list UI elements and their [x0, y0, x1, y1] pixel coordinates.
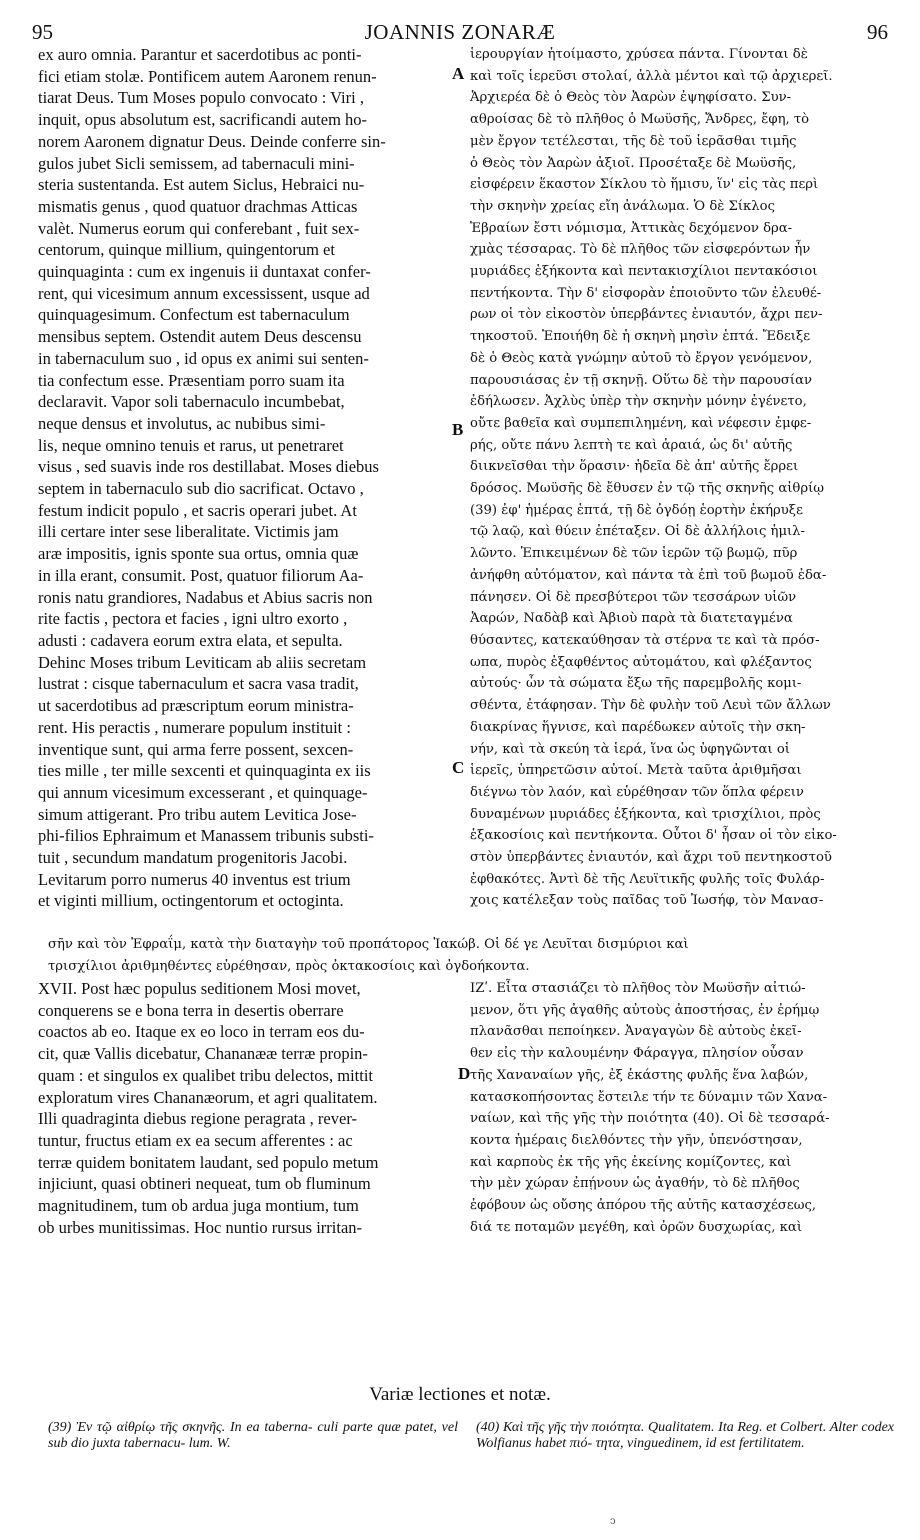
latin-column-bottom [38, 978, 448, 1358]
note-39: (39) Ἐν τῷ αἰθρίῳ τῆς σκηνῆς. In ea taberna- culi parte quæ patet, vel sub dio juxta tabernacu- lum. W. [48, 1420, 458, 1451]
latin-line: tiarat Deus. Tum Moses populo convocato : Viri , [38, 88, 364, 108]
greek-line: μυριάδες ἑξήκοντα καὶ πεντακισχίλιοι πεντακόσιοι [470, 264, 818, 280]
greek-line: σθέντα, ἐτάφησαν. Τὴν δὲ φυλὴν τοῦ Λευὶ τῶν ἄλλων [470, 698, 831, 714]
latin-line: ties mille , ter mille sexcenti et quinquaginta ex iis [38, 761, 371, 781]
greek-line: τρισχίλιοι ἀριθμηθέντες εὑρέθησαν, πρὸς ὀκτακοσίοις καὶ ὀγδοήκοντα. [48, 958, 530, 974]
greek-column-bottom [470, 978, 890, 1358]
latin-line: quinquagesimum. Confectum est tabernaculum [38, 305, 350, 325]
latin-line: quinquaginta : cum ex ingenuis ii duntaxat confer- [38, 262, 371, 282]
latin-line: coactos ab eo. Itaque ex eo loco in terram eos du- [38, 1022, 365, 1042]
note-40: (40) Καὶ τῆς γῆς τὴν ποιότητα. Qualitatem. Ita Reg. et Colbert. Alter codex Wolfianus habet πιό- τητα, vinguedinem, id est fertilitatem. [476, 1420, 894, 1451]
greek-line: ἱερουργίαν ἡτοίμαστο, χρύσεα πάντα. Γίνονται δὲ [470, 47, 808, 62]
greek-line: διικνεῖσθαι τὴν ὅρασιν· ἡδεῖα δὲ ἀπ' αὐτῆς ἔρρει [470, 459, 799, 475]
latin-line: XVII. Post hæc populus seditionem Mosi movet, [38, 979, 361, 998]
greek-line: τηκοστοῦ. Ἐποιήθη δὲ ἡ σκηνὴ μησὶν ἑπτά. Ἔδειξε [470, 329, 811, 345]
latin-line: gulos jubet Sicli semissem, ad tabernaculi mini- [38, 153, 355, 173]
greek-line: μὲν ἔργον τετέλεσται, τῆς δὲ τοῦ ἱερᾶσθαι τιμῆς [470, 133, 797, 149]
greek-line: Ἑβραίων ἔστι νόμισμα, Ἀττικὰς δεχόμενον δρα- [470, 220, 793, 236]
greek-line: θεν εἰς τὴν καλουμένην Φάραγγα, πλησίον οὖσαν [470, 1046, 804, 1062]
greek-line: ὁ Θεὸς τὸν Ἀαρὼν ἀξιοῖ. Προσέταξε δὲ Μωϋσῆς, [470, 155, 797, 171]
greek-line: ἑξακοσίοις καὶ πεντήκοντα. Οὗτοι δ' ἦσαν οἱ τὸν εἰκο- [470, 828, 837, 844]
latin-line: ob urbes munitissimas. Hoc nuntio rursus irritan- [38, 1217, 363, 1237]
greek-line: ἐφθακότες. Ἀντὶ δὲ τῆς Λευϊτικῆς φυλῆς τοῖς Φυλάρ- [470, 871, 825, 887]
latin-line: aræ impositis, ignis sponte sua ortus, omnia quæ [38, 544, 359, 564]
greek-line: θύσαντες, κατεκαύθησαν τὰ στέρνα τε καὶ τὰ πρόσ- [470, 632, 820, 648]
latin-line: Dehinc Moses tribum Leviticam ab aliis secretam [38, 652, 367, 672]
latin-line: centorum, quinque millium, quingentorum et [38, 240, 335, 260]
latin-line: mensibus septem. Ostendit autem Deus descensu [38, 327, 362, 347]
latin-line: in tabernaculum suo , id opus ex animi sui senten- [38, 348, 369, 368]
latin-line: septem in tabernaculo sub dio sacrificat. Octavo , [38, 479, 364, 499]
greek-line: πάνησεν. Οἱ δὲ πρεσβύτεροι τῶν τεσσάρων υἱῶν [470, 589, 797, 605]
latin-line: ex auro omnia. Parantur et sacerdotibus ac ponti- [38, 45, 362, 64]
latin-line: magnitudinem, tum ob ardua juga montium, tum [38, 1196, 359, 1216]
spanning-greek-lines [48, 934, 893, 977]
latin-line: in illa erant, consumit. Post, quatuor filiorum Aa- [38, 565, 364, 585]
greek-line: λῶντο. Ἐπικειμένων δὲ τῶν ἱερῶν τῷ βωμῷ, πῦρ [470, 546, 798, 562]
latin-line: ut sacerdotibus ad præscriptum eorum ministra- [38, 696, 354, 716]
greek-line: ωπα, πυρὸς ἐξαφθέντος αὐτομάτου, καὶ φλέξαντος [470, 654, 812, 670]
latin-line: conquerens se e bona terra in desertis oberrare [38, 1000, 344, 1020]
greek-line: ἐφόβουν ὡς οὔσης ἀπόρου τῆς αὐτῆς κατασχέσεως, [470, 1198, 817, 1214]
latin-line: fici etiam stolæ. Pontificem autem Aaronem renun- [38, 66, 377, 86]
greek-line: τὴν σκηνὴν χρείας εἴη ἀνάλωμα. Ὁ δὲ Σίκλος [470, 198, 775, 214]
greek-line: οὔτε βαθεῖα καὶ συμπεπιλημένη, καὶ νέφεσιν ἐμφε- [470, 415, 812, 431]
greek-line: παρουσιάσας ἐν τῇ σκηνῇ. Οὕτω δὲ τὴν παρουσίαν [470, 372, 813, 388]
latin-line: rite factis , pectora et facies , igni ultro exorto , [38, 609, 348, 629]
greek-line: εἰσφέρειν ἕκαστον Σίκλου τὸ ἥμισυ, ἵν' εἰς τὰς περὶ [470, 177, 819, 193]
latin-line: Illi quadraginta diebus regione peragrata , rever- [38, 1109, 357, 1129]
greek-line: διέγνω τὸν λαόν, καὶ εὑρέθησαν τῶν ὅπλα φέρειν [470, 784, 804, 800]
greek-line: κοντα ἡμέραις διελθόντες τὴν γῆν, ὑπενόστησαν, [470, 1132, 803, 1148]
page-mark: ͻ [610, 1516, 616, 1527]
latin-line: mismatis genus , quod quatuor drachmas Atticas [38, 196, 358, 216]
greek-line: τῆς Χαναναίων γῆς, ἐξ ἑκάστης φυλῆς ἕνα λαβών, [470, 1067, 809, 1083]
latin-line: lis, neque omnino tenuis et rarus, ut penetraret [38, 435, 344, 455]
greek-line: τὴν μὲν χώραν ἐπῄνουν ὡς ἀγαθήν, τὸ δὲ πλῆθος [470, 1176, 800, 1192]
greek-line: δὲ ὁ Θεὸς κατὰ γνώμην αὐτοῦ τὸ ἔργον γενόμενον, [470, 350, 813, 366]
greek-line: σῆν καὶ τὸν Ἐφραΐμ, κατὰ τὴν διαταγὴν τοῦ προπάτορος Ἰακώβ. Οἱ δέ γε Λευῖται δισμύριοι καὶ [48, 937, 689, 952]
greek-line: Ἀρχιερέα δὲ ὁ Θεὸς τὸν Ἀαρὼν ἐψηφίσατο. Συν- [470, 90, 792, 106]
margin-letter-a: A [452, 64, 465, 83]
latin-line: terræ quidem bonitatem laudant, sed populo metum [38, 1152, 379, 1172]
latin-line: cit, quæ Vallis dicebatur, Chananææ terræ propin- [38, 1044, 368, 1064]
greek-line: χοις κατέλεξαν τοὺς παῖδας τοῦ Ἰωσήφ, τὸν Μανασ- [470, 893, 824, 909]
greek-line: πεντήκοντα. Τὴν δ' εἰσφορὰν ἐποιοῦντο τῶν ἐλευθέ- [470, 285, 822, 301]
latin-line: phi-filios Ephraimum et Manassem tribunis substi- [38, 826, 374, 846]
greek-column-top [470, 44, 890, 909]
greek-line: κατασκοπήσοντας ἔστειλε τήν τε δύναμιν τῶν Χανα- [470, 1089, 828, 1105]
greek-line: ἀνήφθη αὐτόματον, καὶ πάντα τὰ ἐπὶ τοῦ βωμοῦ ἐδα- [470, 567, 827, 583]
latin-line: injiciunt, quasi obtineri nequeat, tum ob fluminum [38, 1174, 371, 1194]
latin-line: norem Aaronem dignatur Deus. Deinde conferre sin- [38, 131, 386, 151]
latin-line: tia confectum esse. Præsentiam porro suam ita [38, 370, 345, 390]
margin-letter-d: D [458, 1064, 471, 1083]
latin-line: Levitarum porro numerus 40 inventus est trium [38, 869, 351, 889]
greek-line: (39) ἐφ' ἡμέρας ἑπτά, τῇ δὲ ὀγδόῃ ἑορτὴν ἐκήρυξε [470, 502, 803, 518]
greek-line: ἐδήλωσεν. Ἀχλὺς ὑπὲρ τὴν σκηνὴν μόνην ἐγένετο, [470, 394, 807, 410]
latin-line: neque densus et involutus, ac nubibus simi- [38, 413, 326, 433]
latin-line: adusti : cadavera eorum extra elata, et sepulta. [38, 630, 343, 650]
latin-line: quam : et singulos ex qualibet tribu delectos, mittit [38, 1065, 373, 1085]
greek-line: ρής, οὔτε πάνυ λεπτὴ τε καὶ ἀραιά, ὡς δι' αὐτῆς [470, 437, 793, 453]
latin-line: steria sustentanda. Est autem Siclus, Hebraici nu- [38, 175, 365, 195]
latin-line: rent, qui vicesimum annum excessissent, usque ad [38, 283, 370, 303]
latin-line: visus , sed suavis inde ros destillabat. Moses diebus [38, 457, 379, 477]
latin-line: inventique sunt, qui arma ferre possent, sexcen- [38, 739, 354, 759]
greek-line: διακρίνας ἥγνισε, καὶ παρέδωκεν αὐτοῖς τὴν σκη- [470, 719, 806, 735]
margin-letter-b: B [452, 420, 464, 439]
greek-line: διά τε ποταμῶν μεγέθη, καὶ ὀρῶν δυσχωρίας, καὶ [470, 1219, 802, 1235]
latin-line: qui annum vicesimum excesserant , et quinquage- [38, 782, 368, 802]
latin-line: festum indicit populo , et sacris operari jubet. At [38, 500, 357, 520]
latin-line: rent. His peractis , numerare populum instituit : [38, 717, 351, 737]
latin-line: simum attigerant. Pro tribu autem Levitica Jose- [38, 804, 357, 824]
greek-line: πλανᾶσθαι πεποίηκεν. Ἀναγαγὼν δὲ αὐτοὺς ἐκεῖ- [470, 1024, 802, 1040]
latin-line: tuit , secundum mandatum progenitoris Jacobi. [38, 848, 348, 868]
latin-line: valèt. Numerus eorum qui conferebant , fuit sex- [38, 218, 360, 238]
notes-heading: Variæ lectiones et notæ. [369, 1384, 551, 1405]
greek-line: ΙΖʹ. Εἶτα στασιάζει τὸ πλῆθος τὸν Μωϋσῆν αἰτιώ- [470, 981, 806, 996]
latin-column-top [38, 44, 448, 911]
greek-line: ρων οἱ τὸν εἰκοστὸν ὑπερβάντες ἐνιαυτόν, ἄχρι πεν- [470, 307, 823, 323]
latin-line: lustrat : cisque tabernaculum et sacra vasa tradit, [38, 674, 359, 694]
greek-line: δυναμένων μυριάδες ἑξήκοντα, καὶ τρισχίλιοι, πρὸς [470, 806, 821, 822]
latin-line: tuntur, fructus etiam ex ea secum afferentes : ac [38, 1130, 353, 1150]
latin-line: et viginti millium, octingentorum et octoginta. [38, 891, 344, 911]
latin-line: illi certare inter sese liberalitate. Victimis jam [38, 522, 339, 542]
greek-line: δρόσος. Μωϋσῆς δὲ ἔθυσεν ἐν τῷ τῆς σκηνῆς αἰθρίῳ [470, 481, 825, 497]
greek-line: μενον, ὅτι γῆς ἀγαθῆς αὐτοὺς ἀποστήσας, ἐν ἐρήμῳ [470, 1002, 820, 1018]
page-number-left: 95 [32, 20, 53, 44]
greek-line: ναίων, καὶ τῆς γῆς τὴν ποιότητα (40). Οἱ δὲ τεσσαρά- [470, 1111, 830, 1127]
greek-line: χμὰς τέσσαρας. Τὸ δὲ πλῆθος τῶν εἰσφερόντων ἦν [470, 242, 811, 258]
page-number-right: 96 [867, 20, 888, 44]
greek-line: στὸν ὑπερβάντες ἐνιαυτόν, καὶ ἄχρι τοῦ πεντηκοστοῦ [470, 850, 832, 866]
greek-line: καὶ τοῖς ἱερεῦσι στολαί, ἀλλὰ μέντοι καὶ τῷ ἀρχιερεῖ. [470, 68, 833, 84]
greek-line: τῷ λαῷ, καὶ θύειν ἐπέταξεν. Οἱ δὲ ἀλλήλοις ἡμιλ- [470, 524, 805, 540]
greek-line: καὶ καρποὺς ἐκ τῆς γῆς ἐκείνης κομίζοντες, καὶ [470, 1154, 792, 1170]
greek-line: νήν, καὶ τὰ σκεύη τὰ ἱερά, ἵνα ὡς ὑφηγῶνται οἱ [470, 741, 790, 757]
margin-letter-c: C [452, 758, 465, 777]
greek-line: αὐτούς· ὧν τὰ σώματα ἔξω τῆς παρεμβολῆς κομι- [470, 676, 802, 692]
greek-line: ἱερεῖς, ὑπηρετῶσιν αὐτοί. Μετὰ ταῦτα ἀριθμῆσαι [470, 763, 802, 779]
greek-line: Ἀαρών, Ναδὰβ καὶ Ἀβιοὺ παρὰ τὰ διατεταγμένα [470, 611, 793, 627]
page-title: JOANNIS ZONARÆ [364, 20, 556, 44]
latin-line: ronis natu grandiores, Nadabus et Abius sacris non [38, 587, 373, 607]
latin-line: declaravit. Vapor soli tabernaculo incumbebat, [38, 392, 345, 412]
latin-line: exploratum vires Chananæorum, et agri qualitatem. [38, 1087, 378, 1107]
latin-line: inquit, opus absolutum est, sacrificandi autem ho- [38, 110, 368, 130]
greek-line: αθροίσας δὲ τὸ πλῆθος ὁ Μωϋσῆς, Ἄνδρες, ἔφη, τὸ [470, 112, 810, 128]
